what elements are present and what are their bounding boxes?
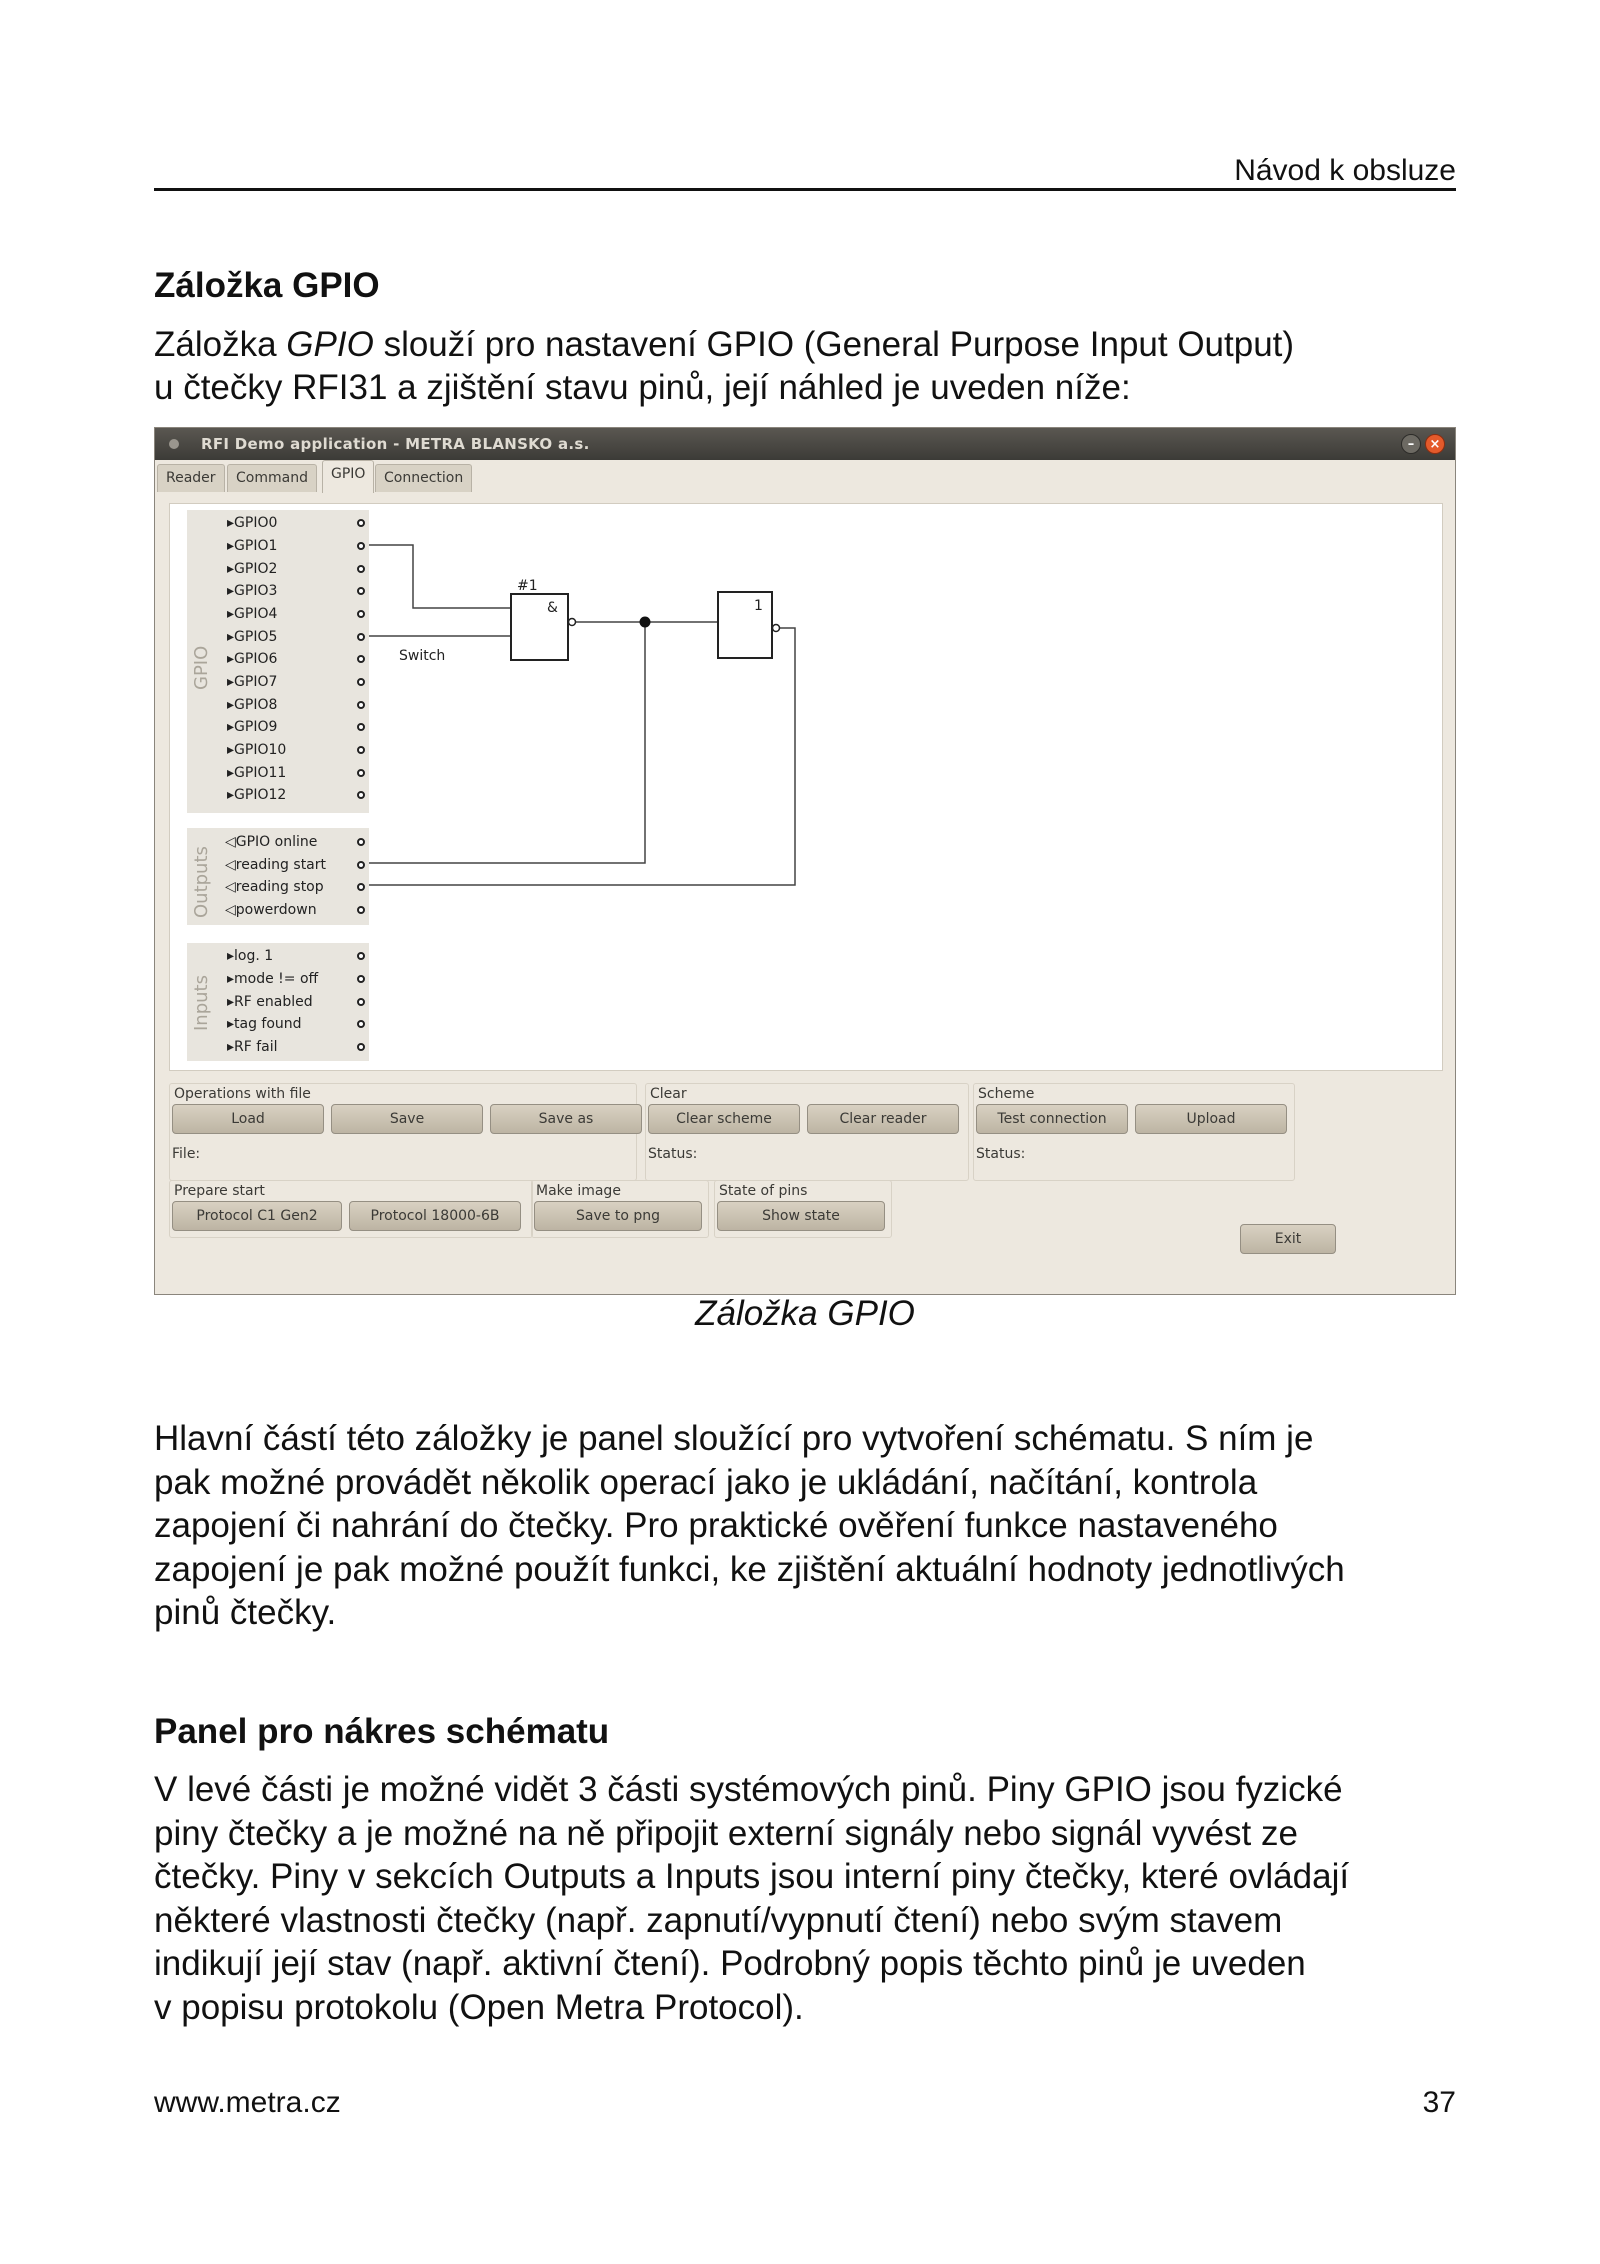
pin-mode-not-off[interactable]: ▸mode != off	[227, 971, 319, 987]
pin-rf-enabled[interactable]: ▸RF enabled	[227, 994, 313, 1010]
page-number: 37	[1422, 2086, 1456, 2119]
tab-bar	[155, 460, 1455, 492]
tab-reader[interactable]: Reader	[157, 464, 225, 492]
paragraph-line: indikují její stav (např. aktivní čtení). Podrobný popis těchto pinů je uveden	[154, 1944, 1306, 1984]
ops-file-group	[169, 1083, 637, 1181]
load-button[interactable]: Load	[172, 1104, 324, 1134]
gate2-negation	[773, 625, 780, 632]
pin-rf-fail[interactable]: ▸RF fail	[227, 1039, 278, 1055]
protocol-18000-6b-button[interactable]: Protocol 18000-6B	[349, 1201, 521, 1231]
paragraph-line: Hlavní částí této záložky je panel sloužící pro vytvoření schématu. S ním je	[154, 1419, 1314, 1458]
figure-caption: Záložka GPIO	[695, 1294, 915, 1333]
window-titlebar	[155, 428, 1455, 460]
state-of-pins-group	[714, 1180, 892, 1238]
inputs-group-label: Inputs	[191, 975, 212, 1031]
scheme-status: Status:	[976, 1146, 1026, 1162]
paragraph-line: v popisu protokolu (Open Metra Protocol).	[154, 1987, 804, 2027]
wire-gpio1-to-gate1	[369, 545, 511, 608]
clear-reader-button[interactable]: Clear reader	[807, 1104, 959, 1134]
gate1-out-pin	[569, 619, 576, 626]
switch-label: Switch	[399, 648, 446, 664]
page-header: Návod k obsluze	[1234, 154, 1456, 187]
body-paragraph-2	[154, 1768, 1456, 2030]
paragraph-line: pak možné provádět několik operací jako je ukládání, načítání, kontrola	[154, 1462, 1258, 1502]
prepare-start-group	[169, 1180, 533, 1238]
pin-gpio0[interactable]: ▸GPIO0	[227, 515, 278, 531]
minimize-icon[interactable]: –	[1401, 434, 1421, 454]
paragraph-line: V levé části je možné vidět 3 části systémových pinů. Piny GPIO jsou fyzické	[154, 1770, 1343, 1809]
make-image-label: Make image	[536, 1183, 621, 1199]
scheme-canvas[interactable]	[169, 503, 1443, 1071]
outputs-group-label: Outputs	[191, 846, 212, 918]
paragraph-line: pinů čtečky.	[154, 1593, 337, 1633]
pin-log1[interactable]: ▸log. 1	[227, 948, 274, 964]
close-icon[interactable]: ×	[1425, 434, 1445, 454]
pin-gpio8[interactable]: ▸GPIO8	[227, 697, 278, 713]
section-heading-gpio: Záložka GPIO	[154, 266, 380, 305]
tab-gpio[interactable]: GPIO	[322, 460, 374, 493]
intro-prefix: Záložka	[154, 325, 277, 364]
gate1-name: #1	[517, 578, 538, 594]
wire-junction	[640, 617, 651, 628]
paragraph-line: zapojení je pak možné použít funkci, ke zjištění aktuální hodnoty jednotlivých	[154, 1549, 1345, 1589]
pin-gpio3[interactable]: ▸GPIO3	[227, 583, 278, 599]
pin-gpio4[interactable]: ▸GPIO4	[227, 606, 278, 622]
pin-powerdown[interactable]: ◁powerdown	[225, 902, 317, 918]
clear-label: Clear	[650, 1086, 687, 1102]
pin-gpio-online[interactable]: ◁GPIO online	[225, 834, 318, 850]
paragraph-line: zapojení či nahrání do čtečky. Pro praktické ověření funkce nastaveného	[154, 1506, 1278, 1546]
section-heading-panel: Panel pro nákres schématu	[154, 1712, 610, 1751]
pin-gpio7[interactable]: ▸GPIO7	[227, 674, 278, 690]
state-of-pins-label: State of pins	[719, 1183, 808, 1199]
pin-gpio12[interactable]: ▸GPIO12	[227, 787, 287, 803]
app-menu-icon[interactable]	[169, 439, 179, 449]
pin-gpio9[interactable]: ▸GPIO9	[227, 719, 278, 735]
scheme-group	[973, 1083, 1295, 1181]
pin-gpio2[interactable]: ▸GPIO2	[227, 561, 278, 577]
file-status: File:	[172, 1146, 201, 1162]
prepare-start-label: Prepare start	[174, 1183, 265, 1199]
save-to-png-button[interactable]: Save to png	[534, 1201, 702, 1231]
scheme-diagram	[170, 504, 1444, 1072]
tab-command[interactable]: Command	[227, 464, 317, 492]
app-window-screenshot	[154, 427, 1456, 1295]
pin-gpio10[interactable]: ▸GPIO10	[227, 742, 287, 758]
paragraph-line: piny čtečky a je možné na ně připojit externí signály nebo signál vyvést ze	[154, 1813, 1298, 1853]
pin-tag-found[interactable]: ▸tag found	[227, 1016, 302, 1032]
body-paragraph-1	[154, 1417, 1456, 1635]
window-title: RFI Demo application - METRA BLANSKO a.s.	[201, 435, 590, 453]
intro-rest: slouží pro nastavení GPIO (General Purpose Input Output)	[383, 325, 1295, 364]
show-state-button[interactable]: Show state	[717, 1201, 885, 1231]
clear-status: Status:	[648, 1146, 698, 1162]
make-image-group	[531, 1180, 709, 1238]
paragraph-line: některé vlastnosti čtečky (např. zapnutí/vypnutí čtení) nebo svým stavem	[154, 1900, 1283, 1940]
upload-button[interactable]: Upload	[1135, 1104, 1287, 1134]
gate2-box	[718, 592, 772, 658]
gpio-group-label: GPIO	[191, 645, 212, 690]
intro-italic: GPIO	[286, 325, 374, 364]
pin-gpio5[interactable]: ▸GPIO5	[227, 629, 278, 645]
test-connection-button[interactable]: Test connection	[976, 1104, 1128, 1134]
exit-button[interactable]: Exit	[1240, 1224, 1336, 1254]
scheme-label: Scheme	[978, 1086, 1035, 1102]
tab-connection[interactable]: Connection	[375, 464, 472, 492]
wire-reading-stop	[369, 628, 795, 885]
pin-gpio11[interactable]: ▸GPIO11	[227, 765, 287, 781]
save-as-button[interactable]: Save as	[490, 1104, 642, 1134]
footer-url: www.metra.cz	[154, 2086, 341, 2119]
pin-reading-stop[interactable]: ◁reading stop	[225, 879, 324, 895]
pin-reading-start[interactable]: ◁reading start	[225, 857, 327, 873]
header-rule	[154, 188, 1456, 191]
gate1-box	[511, 594, 568, 660]
intro-paragraph	[154, 323, 1456, 367]
pin-gpio1[interactable]: ▸GPIO1	[227, 538, 278, 554]
intro-paragraph-line2: u čtečky RFI31 a zjištění stavu pinů, její náhled je uveden níže:	[154, 368, 1131, 407]
save-button[interactable]: Save	[331, 1104, 483, 1134]
gate2-symbol: 1	[754, 598, 763, 614]
ops-file-label: Operations with file	[174, 1086, 311, 1102]
gate1-symbol: &	[547, 600, 558, 616]
paragraph-line: čtečky. Piny v sekcích Outputs a Inputs jsou interní piny čtečky, které ovládají	[154, 1857, 1350, 1897]
clear-scheme-button[interactable]: Clear scheme	[648, 1104, 800, 1134]
protocol-c1-gen2-button[interactable]: Protocol C1 Gen2	[172, 1201, 342, 1231]
clear-group	[645, 1083, 969, 1181]
pin-gpio6[interactable]: ▸GPIO6	[227, 651, 278, 667]
